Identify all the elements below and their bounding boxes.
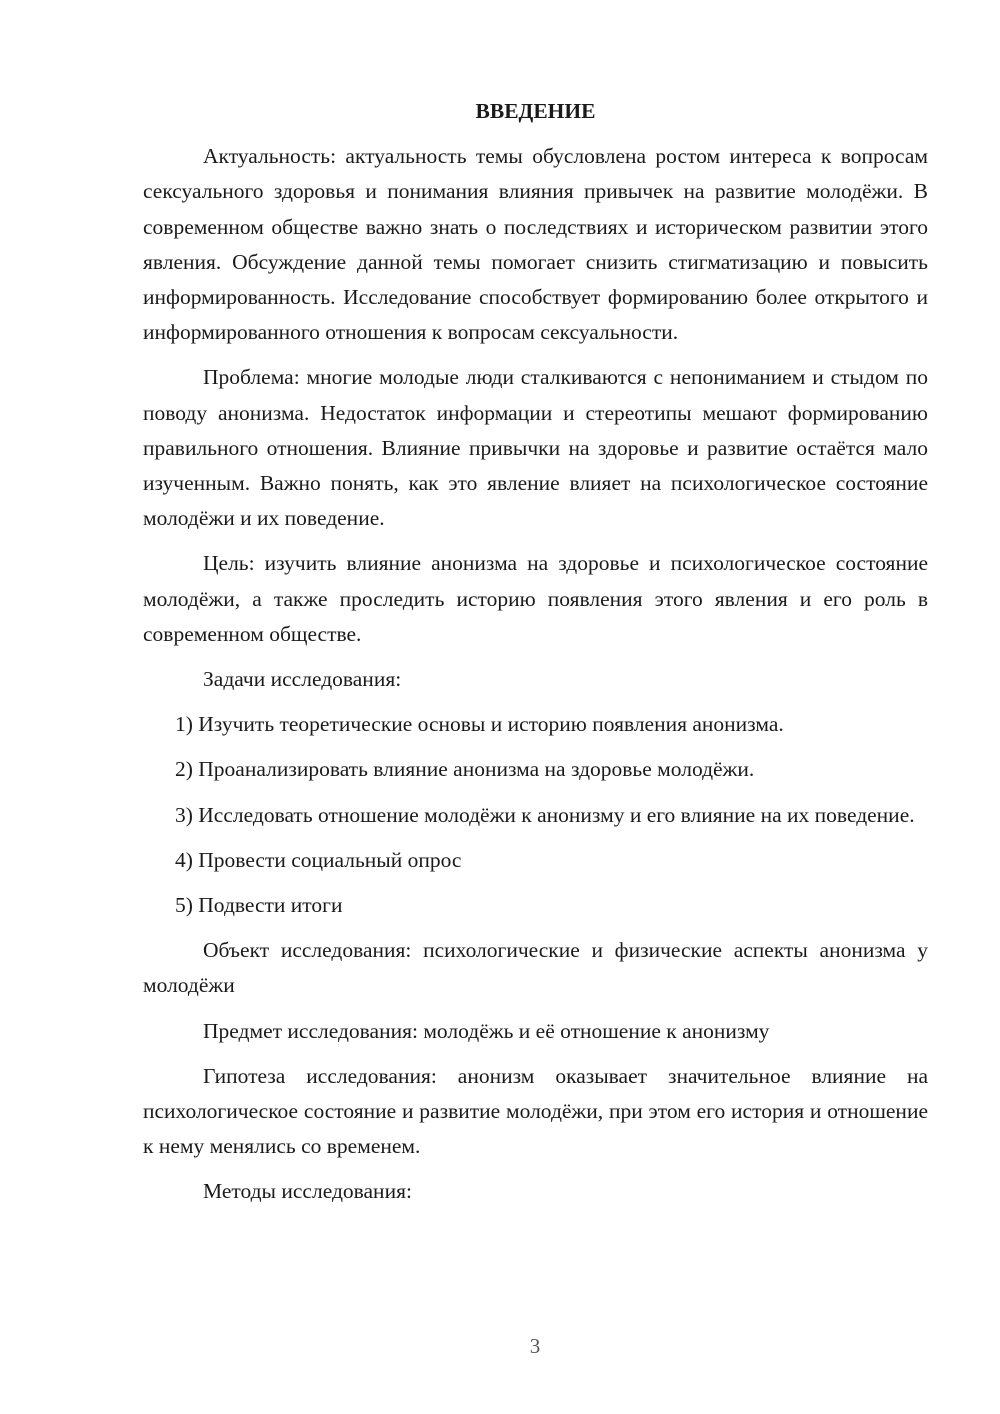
goal-paragraph: Цель: изучить влияние анонизма на здоровье и психологическое состояние молодёжи, а также проследить историю появления этого явления и его роль в современном обществе. [143,551,928,646]
methods-heading: Методы исследования: [203,1179,412,1204]
problem-paragraph: Проблема: многие молодые люди сталкиваются с непониманием и стыдом по поводу анонизма. Недостаток информации и стереотипы мешают формированию правильного отношения. Влияние привычки на здоровье и развитие остаётся мало изученным. Важно понять, как это явление влияет на психологическое состояние молодёжи и их поведение. [143,365,928,531]
task-item: 5) Подвести итоги [175,893,343,918]
task-item: 1) Изучить теоретические основы и историю появления анонизма. [175,712,784,737]
task-item: 3) Исследовать отношение молодёжи к анонизму и его влияние на их поведение. [175,802,915,827]
section-title: ВВЕДЕНИЕ [475,99,596,123]
object-paragraph: Объект исследования: психологические и физические аспекты анонизма у молодёжи [143,938,928,998]
document-page [143,94,928,1220]
hypothesis-paragraph: Гипотеза исследования: анонизм оказывает значительное влияние на психологическое состояние и развитие молодёжи, при этом его история и отношение к нему менялись со временем. [143,1063,928,1159]
subject-paragraph: Предмет исследования: молодёжь и её отношение к анонизму [203,1018,770,1043]
task-item: 4) Провести социальный опрос [175,847,462,872]
tasks-heading: Задачи исследования: [203,667,402,692]
page-number: 3 [529,1334,541,1358]
task-item: 2) Проанализировать влияние анонизма на здоровье молодёжи. [175,757,755,782]
relevance-paragraph: Актуальность: актуальность темы обусловлена ростом интереса к вопросам сексуального здоровья и понимания влияния привычек на развитие молодёжи. В современном обществе важно знать о последствиях и историческом развитии этого явления. Обсуждение данной темы помогает снизить стигматизацию и повысить информированность. Исследование способствует формированию более открытого и информированного отношения к вопросам сексуальности. [143,144,928,345]
